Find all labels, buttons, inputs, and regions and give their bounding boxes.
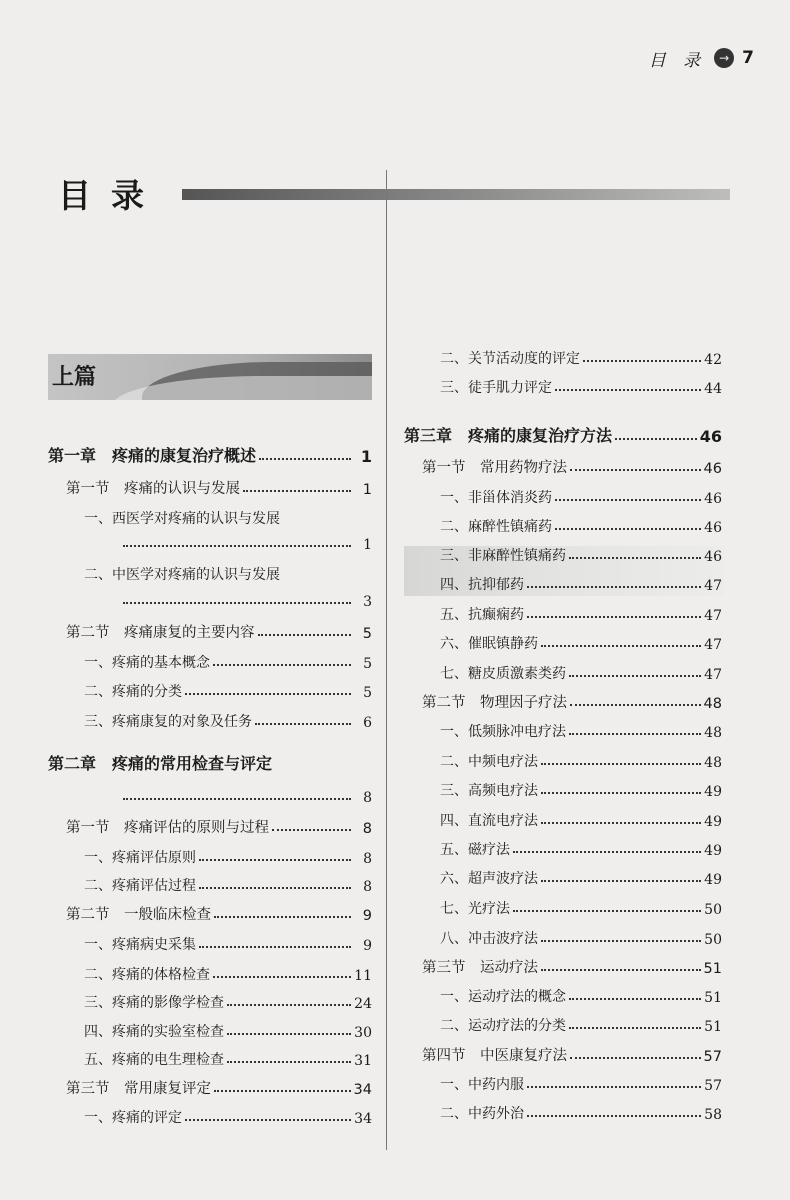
toc-entry-label: 四、抗抑郁药: [440, 577, 524, 593]
dot-leader: [214, 915, 351, 918]
dot-leader: [569, 997, 701, 1000]
dot-leader: [513, 850, 701, 853]
dot-leader: [227, 1060, 351, 1063]
dot-leader: [123, 544, 351, 547]
dot-leader: [555, 388, 701, 391]
toc-entry: [84, 562, 280, 584]
dot-leader: [541, 968, 701, 971]
toc-entry-label: 第二节 物理因子疗法: [422, 695, 567, 711]
dot-leader: [541, 879, 701, 882]
toc-entry-label: 第二章 疼痛的常用检查与评定: [48, 754, 273, 773]
toc-entry-label: 一、运动疗法的概念: [440, 989, 566, 1005]
toc-entry-label: 二、中频电疗法: [440, 754, 538, 770]
toc-entry-label: 三、高频电疗法: [440, 783, 538, 799]
toc-entry: [66, 815, 372, 837]
toc-entry-label: 二、关节活动度的评定: [440, 351, 580, 367]
toc-entry-page: 48: [703, 696, 722, 712]
toc-entry: [422, 690, 722, 712]
dot-leader: [213, 663, 351, 666]
toc-entry: [440, 719, 722, 741]
dot-leader: [570, 468, 701, 471]
toc-entry: [440, 543, 722, 565]
toc-entry: [84, 709, 372, 731]
toc-entry: [440, 661, 722, 683]
toc-entry-page: 5: [362, 626, 372, 642]
toc-entry-page: 49: [704, 814, 722, 830]
toc-entry-label: 三、疼痛康复的对象及任务: [84, 714, 252, 730]
title-decor-bar: [182, 189, 730, 200]
toc-entry-label: 三、非麻醉性镇痛药: [440, 548, 566, 564]
toc-entry-page: 47: [704, 637, 722, 653]
toc-entry-page: 50: [704, 932, 722, 948]
dot-leader: [555, 498, 701, 501]
toc-entry: [440, 896, 722, 918]
toc-entry-page: 46: [704, 520, 722, 536]
toc-entry-page: 8: [363, 879, 372, 895]
part-banner: [48, 354, 372, 400]
dot-leader: [199, 945, 351, 948]
toc-entry: [440, 984, 722, 1006]
toc-entry: [84, 932, 372, 954]
toc-entry-label: 八、冲击波疗法: [440, 931, 538, 947]
toc-entry: [440, 808, 722, 830]
dot-leader: [527, 615, 701, 618]
dot-leader: [541, 791, 701, 794]
toc-entry-page: 49: [704, 784, 722, 800]
dot-leader: [541, 644, 701, 647]
dot-leader: [243, 489, 351, 492]
toc-entry-page: 31: [354, 1053, 372, 1069]
toc-entry-page: 47: [704, 608, 722, 624]
toc-entry-page: 47: [704, 667, 722, 683]
toc-entry: [404, 424, 722, 446]
dot-leader: [570, 703, 701, 706]
toc-entry: [84, 679, 372, 701]
toc-entry: [48, 752, 272, 774]
toc-entry: [66, 620, 372, 642]
toc-entry-label: 第二节 一般临床检查: [66, 907, 211, 923]
dot-leader: [213, 975, 351, 978]
toc-entry-page: 51: [703, 961, 722, 977]
toc-entry-page: 44: [704, 381, 722, 397]
toc-entry-label: 二、疼痛的分类: [84, 684, 182, 700]
dot-leader: [569, 732, 701, 735]
dot-leader: [214, 1089, 351, 1092]
toc-entry-label: 一、非甾体消炎药: [440, 490, 552, 506]
banner-swoosh-highlight: [112, 376, 372, 400]
toc-entry-label: 第一章 疼痛的康复治疗概述: [48, 446, 257, 465]
toc-entry-page: 24: [354, 996, 372, 1012]
toc-entry: [84, 990, 372, 1012]
toc-entry-label: 四、直流电疗法: [440, 813, 538, 829]
dot-leader: [185, 692, 351, 695]
toc-entry: [84, 873, 372, 895]
toc-entry-page: 48: [704, 725, 722, 741]
dot-leader: [569, 556, 701, 559]
toc-entry-page: 8: [362, 821, 372, 837]
toc-entry-page: 34: [353, 1082, 372, 1098]
toc-entry: [440, 375, 722, 397]
dot-leader: [513, 909, 701, 912]
toc-entry: [440, 631, 722, 653]
toc-entry-page: 34: [354, 1111, 372, 1127]
toc-entry-page: 58: [704, 1107, 722, 1123]
dot-leader: [199, 858, 351, 861]
toc-entry: [84, 506, 280, 528]
dot-leader: [123, 797, 351, 800]
toc-entry-page: 11: [354, 968, 372, 984]
toc-entry: [66, 1076, 372, 1098]
toc-entry-label: 六、超声波疗法: [440, 871, 538, 887]
toc-entry: [422, 455, 722, 477]
dot-leader: [123, 601, 351, 604]
toc-entry-label: 二、疼痛的体格检查: [84, 967, 210, 983]
toc-entry: [440, 1072, 722, 1094]
toc-entry: [440, 778, 722, 800]
toc-entry: [84, 1019, 372, 1041]
toc-entry-page: 46: [699, 427, 722, 446]
toc-entry: [120, 784, 372, 806]
running-header: [649, 44, 754, 72]
toc-entry-page: 46: [704, 549, 722, 565]
toc-entry-label: 第二节 疼痛康复的主要内容: [66, 625, 255, 641]
toc-entry: [66, 902, 372, 924]
toc-entry-label: 三、疼痛的影像学检查: [84, 995, 224, 1011]
toc-entry-label: 一、西医学对疼痛的认识与发展: [84, 511, 280, 527]
toc-entry-page: 49: [704, 872, 722, 888]
dot-leader: [555, 527, 701, 530]
toc-entry-label: 一、低频脉冲电疗法: [440, 724, 566, 740]
toc-entry-label: 第四节 中医康复疗法: [422, 1048, 567, 1064]
toc-entry: [84, 1105, 372, 1127]
toc-entry: [440, 1101, 722, 1123]
running-header-title: 目 录: [648, 50, 707, 71]
toc-entry: [440, 485, 722, 507]
toc-title: 目录: [58, 176, 164, 215]
column-divider: [386, 170, 387, 1150]
toc-entry-page: 8: [363, 790, 372, 806]
toc-entry: [440, 1013, 722, 1035]
dot-leader: [583, 359, 701, 362]
toc-entry-page: 42: [704, 352, 722, 368]
toc-entry-page: 1: [362, 482, 372, 498]
dot-leader: [272, 828, 351, 831]
toc-entry: [440, 749, 722, 771]
toc-entry: [84, 1047, 372, 1069]
toc-entry-page: 49: [704, 843, 722, 859]
toc-entry: [84, 962, 372, 984]
part-label: 上篇: [52, 365, 97, 390]
dot-leader: [259, 457, 351, 460]
toc-entry-label: 二、运动疗法的分类: [440, 1018, 566, 1034]
dot-leader: [570, 1056, 701, 1059]
toc-entry-label: 第三节 常用康复评定: [66, 1081, 211, 1097]
toc-entry-page: 9: [363, 938, 372, 954]
toc-entry-page: 3: [363, 594, 372, 610]
toc-entry-label: 第一节 常用药物疗法: [422, 460, 567, 476]
toc-entry-label: 四、疼痛的实验室检查: [84, 1024, 224, 1040]
toc-entry-label: 二、中药外治: [440, 1106, 524, 1122]
toc-entry: [84, 845, 372, 867]
toc-entry-label: 五、磁疗法: [440, 842, 510, 858]
toc-entry-page: 51: [704, 1019, 722, 1035]
dot-leader: [527, 1114, 701, 1117]
toc-entry: [440, 926, 722, 948]
toc-entry-page: 46: [703, 461, 722, 477]
dot-leader: [227, 1032, 351, 1035]
toc-entry: [120, 531, 372, 553]
toc-entry-label: 一、疼痛的基本概念: [84, 655, 210, 671]
toc-entry-page: 1: [363, 537, 372, 553]
toc-entry-label: 五、抗癫痫药: [440, 607, 524, 623]
dot-leader: [527, 1085, 701, 1088]
toc-entry-page: 8: [363, 851, 372, 867]
toc-entry-label: 三、徒手肌力评定: [440, 380, 552, 396]
toc-entry-label: 第一节 疼痛的认识与发展: [66, 481, 240, 497]
toc-entry-label: 一、疼痛评估原则: [84, 850, 196, 866]
toc-entry: [440, 514, 722, 536]
toc-entry-page: 30: [354, 1025, 372, 1041]
dot-leader: [255, 722, 351, 725]
dot-leader: [569, 674, 701, 677]
toc-entry: [422, 955, 722, 977]
toc-entry: [84, 650, 372, 672]
dot-leader: [227, 1003, 351, 1006]
toc-entry-page: 9: [362, 908, 372, 924]
toc-entry-page: 5: [363, 685, 372, 701]
toc-entry-page: 47: [704, 578, 722, 594]
toc-entry-page: 48: [704, 755, 722, 771]
toc-entry-label: 一、疼痛病史采集: [84, 937, 196, 953]
toc-entry-label: 第三节 运动疗法: [422, 960, 538, 976]
toc-entry-page: 57: [704, 1078, 722, 1094]
toc-entry-page: 51: [704, 990, 722, 1006]
toc-entry-label: 二、中医学对疼痛的认识与发展: [84, 567, 280, 583]
dot-leader: [569, 1026, 701, 1029]
toc-entry-label: 七、光疗法: [440, 901, 510, 917]
toc-entry: [422, 1043, 722, 1065]
toc-entry: [440, 866, 722, 888]
toc-entry: [440, 602, 722, 624]
toc-entry-page: 46: [704, 491, 722, 507]
toc-entry-page: 50: [704, 902, 722, 918]
toc-entry: [48, 444, 372, 466]
toc-entry-page: 57: [703, 1049, 722, 1065]
dot-leader: [615, 437, 697, 440]
toc-entry-page: 5: [363, 656, 372, 672]
dot-leader: [258, 633, 352, 636]
toc-entry: [120, 588, 372, 610]
dot-leader: [541, 762, 701, 765]
toc-entry-label: 一、中药内服: [440, 1077, 524, 1093]
toc-entry-page: 1: [360, 447, 372, 466]
arrow-right-icon: →: [714, 48, 734, 68]
toc-entry-label: 六、催眠镇静药: [440, 636, 538, 652]
toc-entry-label: 第三章 疼痛的康复治疗方法: [404, 426, 613, 445]
page-number: 7: [742, 48, 754, 68]
toc-entry: [66, 476, 372, 498]
toc-entry-label: 二、疼痛评估过程: [84, 878, 196, 894]
toc-entry-label: 七、糖皮质激素类药: [440, 666, 566, 682]
toc-entry-label: 二、麻醉性镇痛药: [440, 519, 552, 535]
toc-entry-label: 第一节 疼痛评估的原则与过程: [66, 820, 269, 836]
dot-leader: [199, 886, 351, 889]
dot-leader: [527, 585, 701, 588]
toc-entry: [440, 572, 722, 594]
dot-leader: [185, 1118, 351, 1121]
toc-entry: [440, 346, 722, 368]
toc-entry-page: 6: [363, 715, 372, 731]
dot-leader: [541, 821, 701, 824]
toc-entry-label: 五、疼痛的电生理检查: [84, 1052, 224, 1068]
toc-entry-label: 一、疼痛的评定: [84, 1110, 182, 1126]
toc-entry: [440, 837, 722, 859]
dot-leader: [541, 939, 701, 942]
